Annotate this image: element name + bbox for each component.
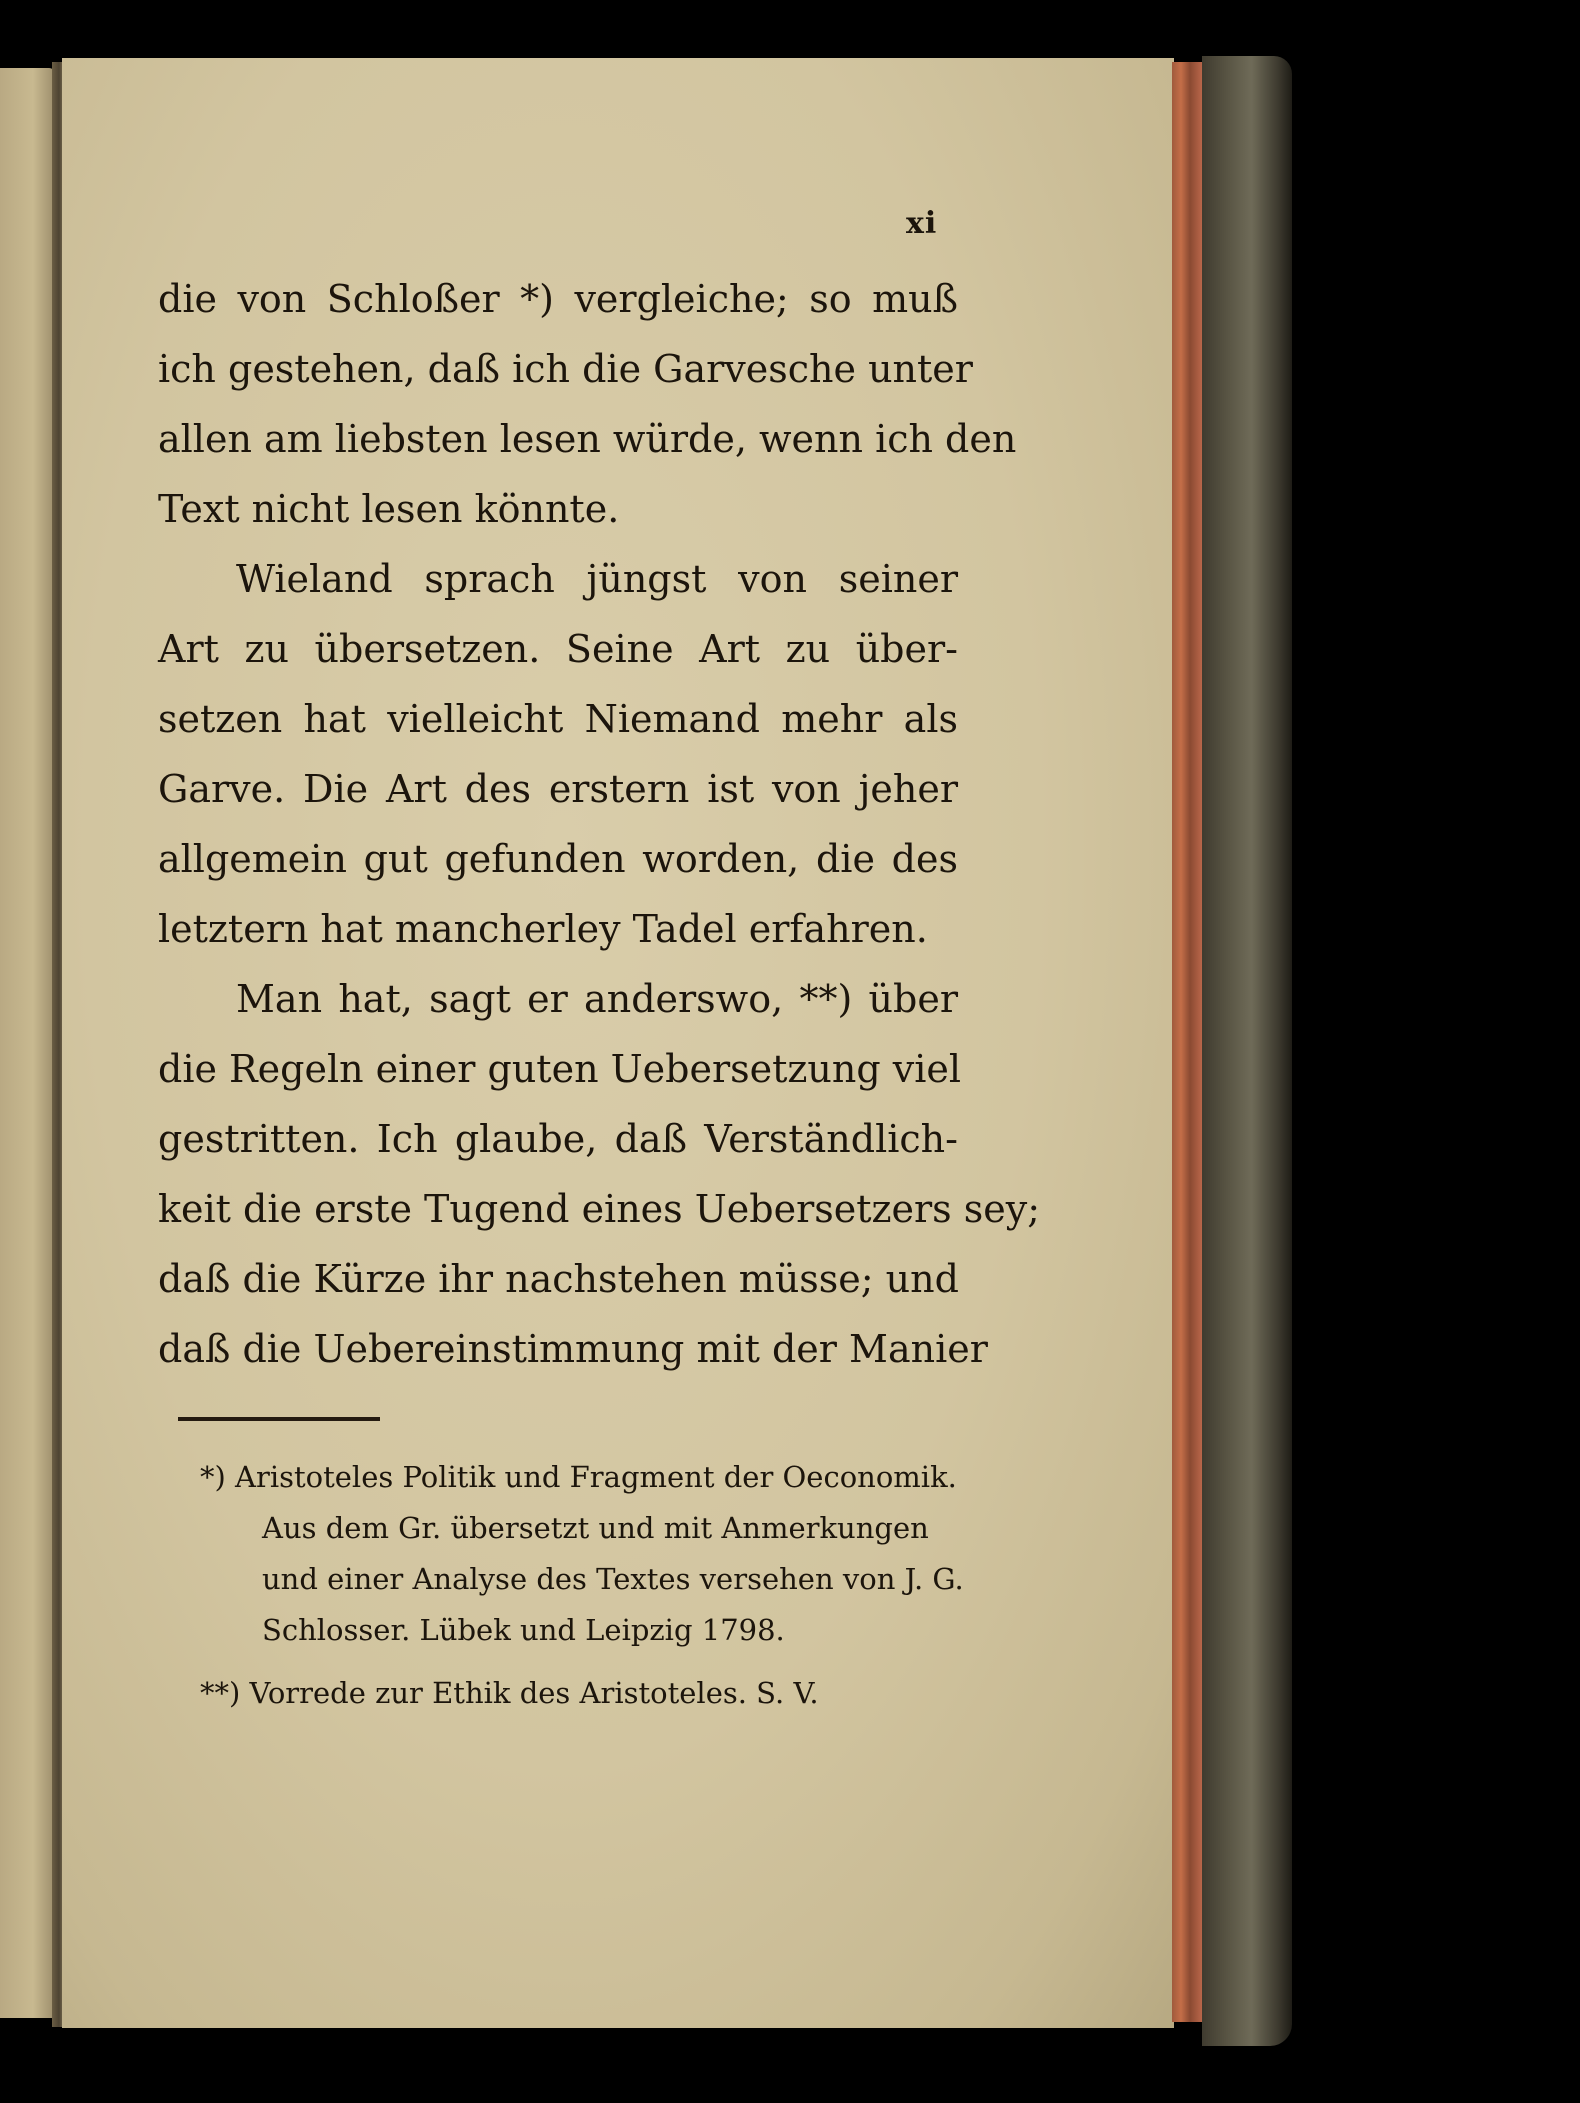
page-edges [1172, 62, 1202, 2022]
text-line: die von Schloßer *) vergleiche; so muß [158, 277, 958, 321]
text-line: daß die Kürze ihr nachstehen müsse; und [158, 1257, 959, 1301]
text-line: keit die erste Tugend eines Uebersetzers sey; [158, 1187, 1041, 1231]
footnote-line: Schlosser. Lübek und Leipzig 1798. [262, 1613, 785, 1647]
body-text [158, 264, 1041, 1384]
text-line: allen am liebsten lesen würde, wenn ich den [158, 417, 1017, 461]
text-line: gestritten. Ich glaube, daß Verständlich- [158, 1117, 958, 1161]
footnote-2 [200, 1668, 970, 1719]
text-line: letztern hat mancherley Tadel erfahren. [158, 907, 928, 951]
text-line: Garve. Die Art des erstern ist von jeher [158, 767, 958, 811]
footnote-line: *) Aristoteles Politik und Fragment der Oeconomik. [200, 1460, 957, 1494]
text-line: Man hat, sagt er anderswo, **) über [236, 977, 958, 1021]
text-line: ich gestehen, daß ich die Garvesche unter [158, 347, 973, 391]
text-line: Wieland sprach jüngst von seiner [236, 557, 958, 601]
page-number: xi [906, 206, 938, 241]
footnotes [200, 1452, 970, 1719]
footnote-1 [200, 1452, 970, 1656]
text-line: Art zu übersetzen. Seine Art zu über- [158, 627, 958, 671]
text-line: Text nicht lesen könnte. [158, 487, 620, 531]
text-line: die Regeln einer guten Uebersetzung viel [158, 1047, 962, 1091]
footnote-rule [178, 1417, 380, 1421]
text-line: allgemein gut gefunden worden, die des [158, 837, 958, 881]
text-line: setzen hat vielleicht Niemand mehr als [158, 697, 958, 741]
footnote-line: und einer Analyse des Textes versehen von J. G. [262, 1562, 964, 1596]
book-cover-edge [1202, 56, 1292, 2046]
footnote-line: Aus dem Gr. übersetzt und mit Anmerkungen [262, 1511, 929, 1545]
text-line: daß die Uebereinstimmung mit der Manier [158, 1327, 988, 1371]
facing-page-edge [0, 68, 55, 2018]
footnote-line: **) Vorrede zur Ethik des Aristoteles. S. V. [200, 1676, 819, 1710]
